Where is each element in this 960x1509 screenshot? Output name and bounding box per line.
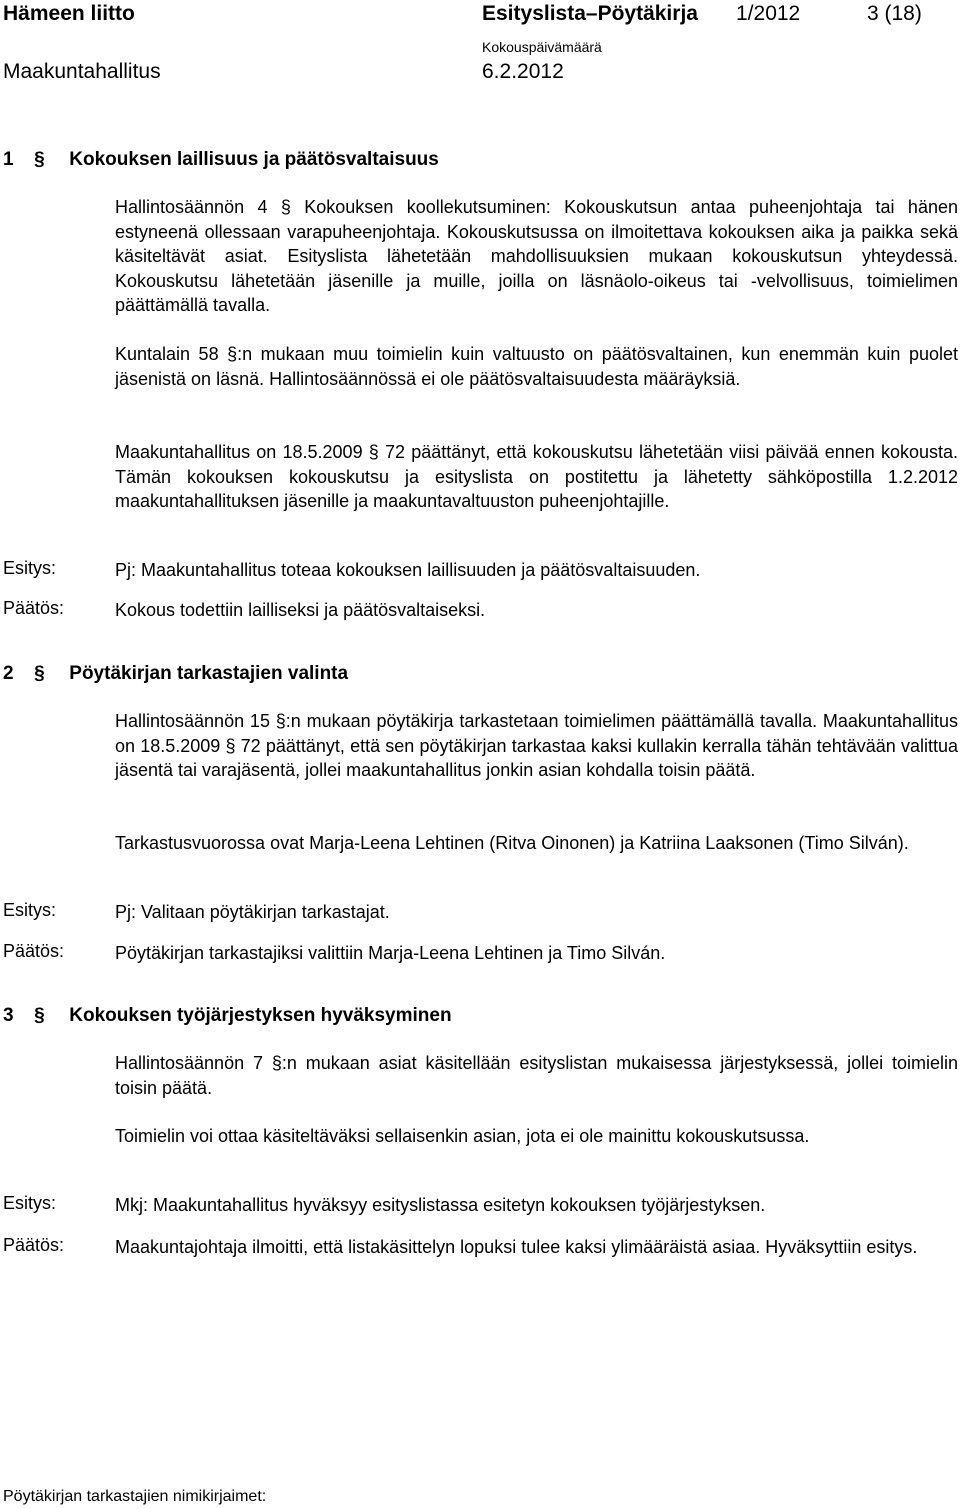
section-2-proposal: Pj: Valitaan pöytäkirjan tarkastajat. [115, 902, 390, 922]
section-1-decision: Kokous todettiin lailliseksi ja päätösvaltaiseksi. [115, 600, 486, 620]
section-3-proposal: Mkj: Maakuntahallitus hyväksyy esityslistassa esitetyn kokouksen työjärjestyksen. [115, 1195, 766, 1215]
section-1-paragraph-2: Kuntalain 58 §:n mukaan muu toimielin kuin valtuusto on päätösvaltainen, kun enemmän kuin puolet jäsenistä on läsnä. Hallintosäännössä ei ole päätösvaltaisuudesta määräyksiä. [115, 344, 958, 389]
section-3-decision: Maakuntajohtaja ilmoitti, että listakäsittelyn lopuksi tulee kaksi ylimääräistä asiaa. Hyväksyttiin esitys. [115, 1237, 918, 1257]
section-1-paragraph-3: Maakuntahallitus on 18.5.2009 § 72 päättänyt, että kokouskutsu lähetetään viisi päivää ennen kokousta. Tämän kokouksen kokouskutsu ja esityslista on postitettu ja lähetetty sähköpostilla 1.2.2012 maakuntahallituksen jäsenille ja maakuntavaltuuston puheenjohtajille. [115, 442, 958, 511]
section-symbol: § [34, 663, 45, 684]
header-page: 3 (18) [867, 2, 922, 25]
section-2-decision: Pöytäkirjan tarkastajiksi valittiin Marja-Leena Lehtinen ja Timo Silván. [115, 943, 666, 963]
section-1-proposal: Pj: Maakuntahallitus toteaa kokouksen laillisuuden ja päätösvaltaisuuden. [115, 560, 701, 580]
section-number: 3 [3, 1005, 14, 1026]
section-3-proposal-label: Esitys: [3, 1193, 57, 1213]
section-number: 2 [3, 663, 14, 684]
header-org: Hämeen liitto [3, 2, 135, 25]
footer-signatures-label: Pöytäkirjan tarkastajien nimikirjaimet: [3, 1488, 267, 1505]
section-3-paragraph-2: Toimielin voi ottaa käsiteltäväksi sellaisenkin asian, jota ei ole mainittu kokouskutsussa. [115, 1126, 810, 1146]
header-issue: 1/2012 [736, 2, 801, 25]
section-symbol: § [34, 149, 45, 170]
section-1-heading [3, 149, 439, 171]
section-title: Kokouksen työjärjestyksen hyväksyminen [69, 1005, 452, 1026]
section-2-decision-label: Päätös: [3, 941, 65, 961]
section-3-heading [3, 1005, 452, 1027]
section-title: Pöytäkirjan tarkastajien valinta [69, 663, 349, 684]
section-2-heading [3, 663, 348, 685]
section-2-paragraph-1: Hallintosäännön 15 §:n mukaan pöytäkirja tarkastetaan toimielimen päättämällä tavalla. Maakuntahallitus on 18.5.2009 § 72 päättänyt, että sen pöytäkirjan tarkastaa kaksi kullakin kerralla tähän tehtävään valittua jäsentä tai varajäsentä, jollei maakuntahallitus jonkin asian kohdalla toisin päätä. [115, 711, 958, 780]
section-3-decision-label: Päätös: [3, 1235, 65, 1255]
header-body-name: Maakuntahallitus [3, 60, 161, 83]
section-1-paragraph-1: Hallintosäännön 4 § Kokouksen koollekutsuminen: Kokouskutsun antaa puheenjohtaja tai hänen estyneenä ollessaan varapuheenjohtaja. Kokouskutsussa on ilmoitettava kokouksen aika ja paikka sekä käsiteltävät asiat. Esityslista lähetetään mahdollisuuksien mukaan kokouskutsun yhteydessä. Kokouskutsu lähetetään jäsenille ja muille, joilla on läsnäolo-oikeus tai -velvollisuus, toimielimen päättämällä tavalla. [115, 197, 958, 315]
header-doc-type: Esityslista–Pöytäkirja [482, 2, 698, 25]
section-3-paragraph-1: Hallintosäännön 7 §:n mukaan asiat käsitellään esityslistan mukaisessa järjestyksessä, jollei toimielin toisin päätä. [115, 1053, 958, 1098]
header-date-label: Kokouspäivämäärä [482, 39, 602, 55]
section-1-proposal-label: Esitys: [3, 558, 57, 578]
section-number: 1 [3, 149, 14, 170]
section-2-proposal-label: Esitys: [3, 900, 57, 920]
section-title: Kokouksen laillisuus ja päätösvaltaisuus [69, 149, 439, 170]
section-symbol: § [34, 1005, 45, 1026]
header-date: 6.2.2012 [482, 60, 564, 83]
section-1-decision-label: Päätös: [3, 598, 65, 618]
section-2-paragraph-2: Tarkastusvuorossa ovat Marja-Leena Lehtinen (Ritva Oinonen) ja Katriina Laaksonen (Timo Silván). [115, 833, 909, 853]
